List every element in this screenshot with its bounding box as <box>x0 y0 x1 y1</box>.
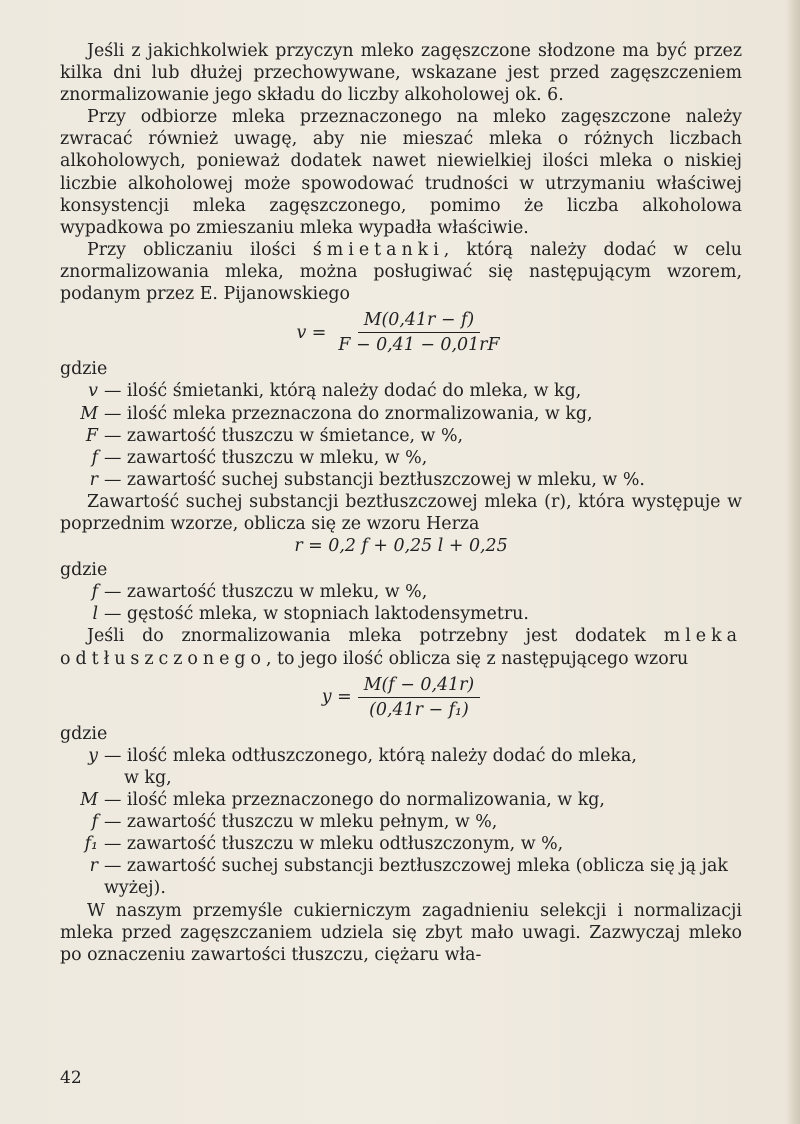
definitions-1 <box>60 380 742 490</box>
paragraph-6: W naszym przemyśle cukierniczym zagadnieniu selekcji i normalizacji mleka przed zagęszczaniem udziela się zbyt mało uwagi. Zazwyczaj mleko po oznaczeniu zawartości tłuszczu, ciężaru wła- <box>60 900 742 965</box>
definition-text: — ilość mleka przeznaczonego do normalizowania, w kg, <box>104 790 605 811</box>
definitions-3 <box>60 745 742 900</box>
formula-skim-denominator: (0,41r − f₁) <box>369 699 469 720</box>
text-body <box>60 40 742 966</box>
paragraph-3-spaced: śmietanki <box>312 239 444 260</box>
gdzie-label-1: gdzie <box>60 359 108 380</box>
definition-row <box>60 469 742 491</box>
definition-symbol: f <box>91 447 98 468</box>
definition-row <box>60 603 742 625</box>
paragraph-3-pre: Przy obliczaniu ilości <box>87 239 313 260</box>
definition-row <box>60 855 742 899</box>
definition-row <box>60 745 742 789</box>
formula-cream-denominator: F − 0,41 − 0,01rF <box>338 335 500 356</box>
definition-symbol: y <box>88 745 98 766</box>
definition-row <box>60 425 742 447</box>
definition-text-wrap <box>98 745 742 789</box>
definition-symbol: M <box>80 403 98 424</box>
formula-cream <box>60 309 742 356</box>
paragraph-3 <box>60 239 742 305</box>
gdzie-label-2: gdzie <box>60 560 108 581</box>
definition-text: — ilość mleka odtłuszczonego, którą należy dodać do mleka, <box>104 745 637 766</box>
gdzie-label-3: gdzie <box>60 723 108 744</box>
definition-row <box>60 447 742 469</box>
paragraph-3-post: , którą należy dodać w celu znormalizowania mleka, można posługiwać się następującym wzorem, podanym przez E. Pijanowskiego <box>60 239 742 305</box>
definition-row <box>60 811 742 833</box>
definition-text: — ilość śmietanki, którą należy dodać do mleka, w kg, <box>104 381 582 402</box>
definition-text: — zawartość tłuszczu w mleku odtłuszczonym, w %, <box>104 834 564 855</box>
definition-text: — zawartość suchej substancji beztłuszczowej mleka (oblicza się ją jak wyżej). <box>104 856 728 899</box>
formula-skim-lhs: y = <box>321 687 352 708</box>
definitions-2 <box>60 581 742 625</box>
definition-row <box>60 833 742 855</box>
definition-row <box>60 581 742 603</box>
definition-row <box>60 380 742 402</box>
formula-herz: r = 0,2 f + 0,25 l + 0,25 <box>294 536 508 557</box>
definition-symbol: M <box>80 790 98 811</box>
paragraph-2: Przy odbiorze mleka przeznaczonego na mleko zagęszczone należy zwracać również uwagę, aby nie mieszać mleka o różnych liczbach alkoholowych, ponieważ dodatek nawet niewielkiej ilości mleka o niskiej liczbie alkoholowej może spowodować trudności w utrzymaniu właściwej konsystencji mleka zagęszczonego, pomimo że liczba alkoholowa wypadkowa po zmieszaniu mleka wypadła właściwie. <box>60 107 742 238</box>
paragraph-1: Jeśli z jakichkolwiek przyczyn mleko zagęszczone słodzone ma być przez kilka dni lub dłużej przechowywane, wskazane jest przed zagęszczeniem znormalizowanie jego składu do liczby alkoholowej ok. 6. <box>60 41 742 106</box>
definition-symbol: f <box>91 812 98 833</box>
definition-symbol: f <box>91 582 98 603</box>
definition-symbol: r <box>89 856 98 877</box>
formula-cream-lhs: v = <box>296 322 327 343</box>
formula-skim-numerator: M(f − 0,41r) <box>358 674 480 698</box>
definition-row <box>60 403 742 425</box>
paragraph-5-post: , to jego ilość oblicza się z następującego wzoru <box>265 648 689 669</box>
definition-text-cont: w kg, <box>124 768 172 788</box>
formula-skim <box>60 674 742 721</box>
definition-symbol: v <box>88 381 98 402</box>
definition-symbol: l <box>92 604 98 625</box>
definition-text: — ilość mleka przeznaczona do znormalizowania, w kg, <box>104 403 593 424</box>
definition-text: — zawartość tłuszczu w mleku pełnym, w %, <box>104 812 498 833</box>
definition-symbol: r <box>89 469 98 490</box>
paragraph-5-spaced: mleka odtłuszczonego <box>60 626 742 669</box>
definition-text: — zawartość tłuszczu w mleku, w %, <box>104 582 428 603</box>
paragraph-4: Zawartość suchej substancji beztłuszczowej mleka (r), która występuje w poprzednim wzorze, oblicza się ze wzoru Herza <box>60 491 742 534</box>
definition-text: — zawartość tłuszczu w śmietance, w %, <box>104 425 464 446</box>
definition-text: — zawartość tłuszczu w mleku, w %, <box>104 447 428 468</box>
paragraph-5-pre: Jeśli do znormalizowania mleka potrzebny jest dodatek <box>87 626 664 647</box>
paragraph-5 <box>60 625 742 669</box>
definition-symbol: F <box>85 425 98 446</box>
definition-row <box>60 789 742 811</box>
definition-text: — zawartość suchej substancji beztłuszczowej w mleku, w %. <box>104 469 645 490</box>
definition-symbol: f₁ <box>84 834 98 855</box>
formula-cream-numerator: M(0,41r − f) <box>358 309 480 333</box>
page-number: 42 <box>60 1068 82 1088</box>
formula-cream-fraction <box>332 309 505 356</box>
page-edge-shadow <box>786 0 800 1124</box>
definition-text: — gęstość mleka, w stopniach laktodensymetru. <box>104 604 529 625</box>
formula-skim-fraction <box>358 674 480 721</box>
